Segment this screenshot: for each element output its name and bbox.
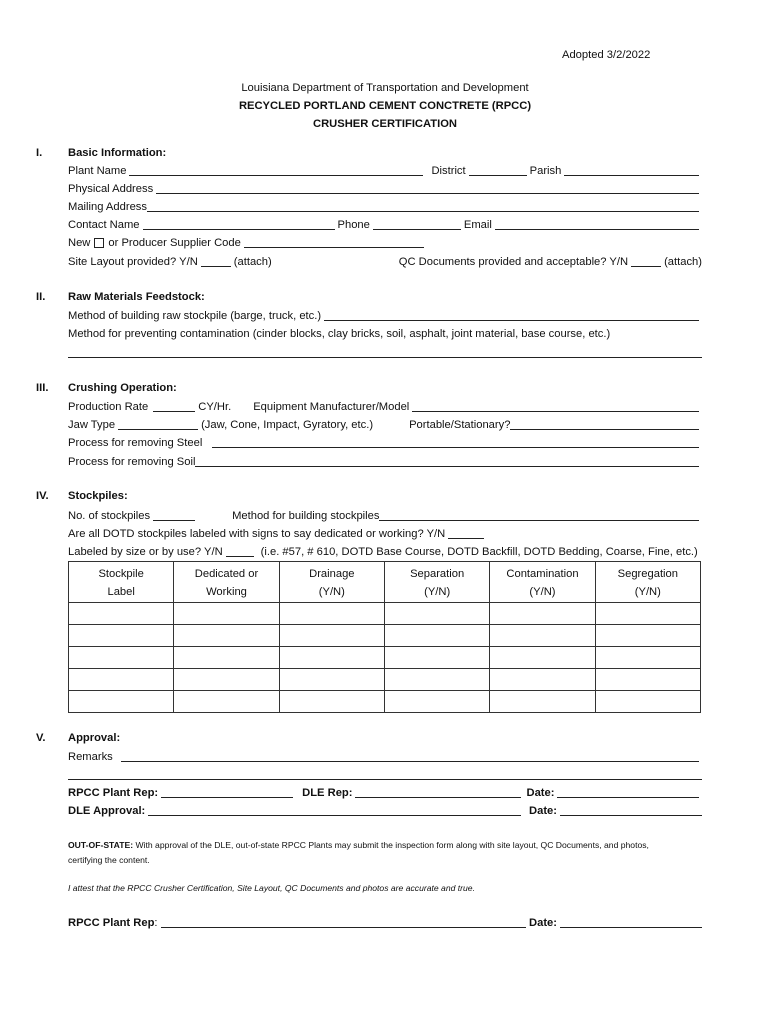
mailing-address-row: [68, 199, 702, 213]
final-date-label: Date:: [529, 916, 557, 929]
section-4-number: IV.: [36, 490, 49, 502]
table-row: [69, 625, 701, 647]
building-method-label: Method for building stockpiles: [232, 509, 380, 522]
producer-code-label: or Producer Supplier Code: [108, 236, 241, 249]
table-cell[interactable]: [279, 603, 384, 625]
dle-rep-field[interactable]: [355, 787, 521, 798]
physical-address-row: [68, 181, 702, 195]
table-cell[interactable]: [279, 647, 384, 669]
table-cell[interactable]: [174, 625, 279, 647]
portable-label: Portable/Stationary?: [409, 418, 511, 431]
steel-row: [68, 435, 702, 449]
approval-date-field[interactable]: [560, 805, 702, 816]
table-row: [69, 691, 701, 713]
labeled-by-row: [68, 544, 702, 558]
table-cell[interactable]: [490, 647, 595, 669]
rpcc-rep-label: RPCC Plant Rep:: [68, 786, 159, 799]
new-checkbox[interactable]: [94, 238, 104, 248]
table-cell[interactable]: [279, 669, 384, 691]
physical-address-field[interactable]: [156, 183, 699, 194]
dle-approval-label: DLE Approval:: [68, 804, 146, 817]
rep-row: [68, 785, 702, 799]
steel-label: Process for removing Steel: [68, 436, 203, 449]
final-rep-field[interactable]: [161, 917, 527, 928]
plant-name-label: Plant Name: [68, 164, 127, 177]
final-date-field[interactable]: [560, 917, 702, 928]
section-1-heading: Basic Information:: [68, 147, 167, 159]
section-3-heading: Crushing Operation:: [68, 382, 177, 394]
steel-field[interactable]: [212, 437, 699, 448]
approval-date-label: Date:: [529, 804, 557, 817]
dle-approval-row: [68, 803, 702, 817]
table-row: [69, 603, 701, 625]
parish-label: Parish: [529, 164, 562, 177]
jaw-type-field[interactable]: [118, 419, 198, 430]
remarks-field[interactable]: [121, 751, 699, 762]
section-5-number: V.: [36, 732, 46, 744]
stockpile-table-header: [69, 562, 701, 603]
dle-rep-label: DLE Rep:: [302, 786, 353, 799]
stockpile-count-label: No. of stockpiles: [68, 509, 151, 522]
table-cell[interactable]: [490, 669, 595, 691]
table-row: [69, 669, 701, 691]
table-cell[interactable]: [384, 691, 489, 713]
phone-field[interactable]: [373, 219, 461, 230]
table-cell[interactable]: [69, 625, 174, 647]
site-layout-field[interactable]: [201, 256, 231, 267]
remarks-row: [68, 749, 702, 763]
production-rate-field[interactable]: [153, 401, 195, 412]
remarks-label: Remarks: [68, 750, 113, 763]
section-3-number: III.: [36, 382, 49, 394]
table-cell[interactable]: [595, 603, 700, 625]
table-cell[interactable]: [595, 691, 700, 713]
table-cell[interactable]: [384, 647, 489, 669]
stockpile-count-field[interactable]: [153, 510, 195, 521]
table-cell[interactable]: [595, 647, 700, 669]
table-cell[interactable]: [279, 625, 384, 647]
contact-name-label: Contact Name: [68, 218, 140, 231]
site-layout-row: [68, 254, 702, 268]
cyhr-label: CY/Hr.: [198, 400, 232, 413]
raw-stockpile-label: Method of building raw stockpile (barge, truck, etc.): [68, 309, 322, 322]
rpcc-rep-field[interactable]: [161, 787, 293, 798]
qc-documents-field[interactable]: [631, 256, 661, 267]
jaw-type-label: Jaw Type: [68, 418, 116, 431]
mailing-address-field[interactable]: [147, 201, 699, 212]
form-subtitle: CRUSHER CERTIFICATION: [313, 118, 457, 130]
equipment-label: Equipment Manufacturer/Model: [253, 400, 410, 413]
labeled-by-field[interactable]: [226, 546, 254, 557]
section-4-heading: Stockpiles:: [68, 490, 128, 502]
table-cell[interactable]: [174, 603, 279, 625]
qc-documents-attach: (attach): [664, 255, 702, 268]
department-name: Louisiana Department of Transportation and Development: [241, 82, 529, 94]
table-cell[interactable]: [174, 647, 279, 669]
table-cell[interactable]: [490, 603, 595, 625]
section-1-number: I.: [36, 147, 43, 159]
jaw-row: [68, 417, 702, 431]
portable-field[interactable]: [510, 419, 699, 430]
col-dedicated-working: Dedicated or Working: [174, 562, 279, 603]
table-cell[interactable]: [490, 625, 595, 647]
section-2-heading: Raw Materials Feedstock:: [68, 291, 205, 303]
rep-date-label: Date:: [526, 786, 555, 799]
final-rep-row: [68, 915, 702, 929]
table-cell[interactable]: [69, 647, 174, 669]
dotd-labeled-row: [68, 526, 702, 540]
section-5-heading: Approval:: [68, 732, 121, 744]
raw-stockpile-field[interactable]: [324, 310, 699, 321]
dle-approval-field[interactable]: [148, 805, 521, 816]
jaw-options: (Jaw, Cone, Impact, Gyratory, etc.): [201, 418, 374, 431]
col-drainage: Drainage (Y/N): [279, 562, 384, 603]
district-field[interactable]: [469, 165, 527, 176]
district-label: District: [431, 164, 466, 177]
contamination-method-label: Method for preventing contamination (cinder blocks, clay bricks, soil, asphalt, joint material, base course, etc.): [68, 327, 611, 340]
table-cell[interactable]: [490, 691, 595, 713]
table-cell[interactable]: [174, 691, 279, 713]
plant-name-field[interactable]: [129, 165, 423, 176]
remarks-field-2[interactable]: [68, 779, 702, 780]
contamination-method-field[interactable]: [68, 357, 702, 358]
table-cell[interactable]: [384, 669, 489, 691]
email-label: Email: [463, 218, 492, 231]
col-stockpile-label: Stockpile Label: [69, 562, 174, 603]
table-cell[interactable]: [595, 669, 700, 691]
stockpile-table: [68, 561, 701, 713]
raw-stockpile-row: [68, 308, 702, 322]
table-cell[interactable]: [384, 625, 489, 647]
table-cell[interactable]: [69, 669, 174, 691]
contamination-method-row: [68, 326, 702, 340]
site-layout-attach: (attach): [233, 255, 272, 268]
adopted-date: Adopted 3/2/2022: [562, 49, 651, 61]
out-of-state-note-cont: certifying the content.: [68, 855, 150, 865]
qc-documents-label: QC Documents provided and acceptable? Y/N: [398, 255, 629, 268]
new-label: New: [68, 236, 91, 249]
producer-code-field[interactable]: [244, 237, 424, 248]
dotd-labeled-label: Are all DOTD stockpiles labeled with signs to say dedicated or working? Y/N: [68, 527, 446, 540]
soil-label: Process for removing Soil: [68, 455, 196, 468]
site-layout-label: Site Layout provided? Y/N: [68, 255, 198, 268]
email-field[interactable]: [495, 219, 699, 230]
building-method-field[interactable]: [379, 510, 699, 521]
dotd-labeled-field[interactable]: [448, 528, 484, 539]
attestation: I attest that the RPCC Crusher Certification, Site Layout, QC Documents and photos are accurate and true.: [68, 883, 475, 893]
table-cell[interactable]: [69, 691, 174, 713]
table-cell[interactable]: [279, 691, 384, 713]
equipment-field[interactable]: [412, 401, 699, 412]
stockpile-count-row: [68, 508, 702, 522]
phone-label: Phone: [337, 218, 370, 231]
physical-address-label: Physical Address: [68, 182, 154, 195]
table-cell[interactable]: [69, 603, 174, 625]
soil-row: [68, 454, 702, 468]
form-title: RECYCLED PORTLAND CEMENT CONCTRETE (RPCC): [238, 100, 532, 112]
labeled-by-examples: (i.e. #57, # 610, DOTD Base Course, DOTD Backfill, DOTD Bedding, Coarse, Fine, etc.): [260, 545, 698, 558]
parish-field[interactable]: [564, 165, 699, 176]
production-rate-label: Production Rate: [68, 400, 149, 413]
out-of-state-note: OUT-OF-STATE: With approval of the DLE, out-of-state RPCC Plants may submit the inspection form along with site layout, QC Documents, and photos,: [68, 840, 649, 850]
table-cell[interactable]: [595, 625, 700, 647]
soil-field[interactable]: [195, 456, 699, 467]
contact-row: [68, 217, 702, 231]
col-contamination: Contamination (Y/N): [490, 562, 595, 603]
final-rep-label: RPCC Plant Rep: [68, 916, 155, 929]
contact-name-field[interactable]: [143, 219, 335, 230]
table-cell[interactable]: [384, 603, 489, 625]
col-separation: Separation (Y/N): [384, 562, 489, 603]
section-2-number: II.: [36, 291, 46, 303]
production-row: [68, 399, 702, 413]
labeled-by-label: Labeled by size or by use? Y/N: [68, 545, 223, 558]
new-producer-row: [68, 235, 702, 249]
rep-date-field[interactable]: [557, 787, 699, 798]
mailing-address-label: Mailing Address: [68, 200, 147, 213]
plant-name-row: [68, 163, 702, 177]
table-row: [69, 647, 701, 669]
col-segregation: Segregation (Y/N): [595, 562, 700, 603]
table-cell[interactable]: [174, 669, 279, 691]
final-rep-colon: :: [154, 916, 158, 929]
